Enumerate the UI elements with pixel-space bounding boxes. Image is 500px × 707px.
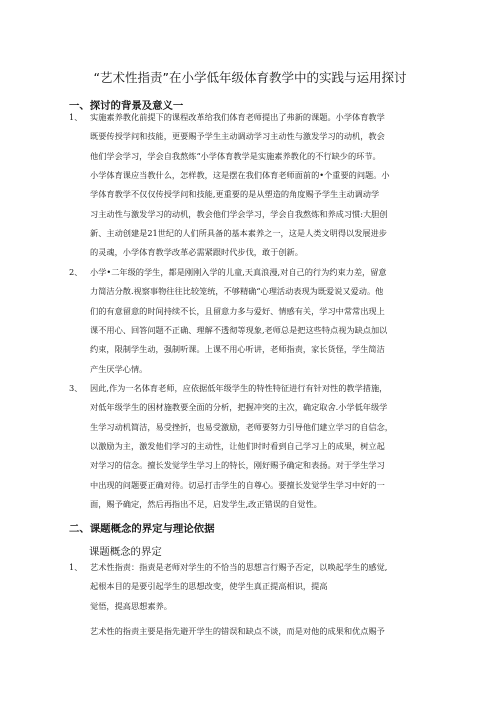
- text-line: 们的有意留意的时间持续不长，且留意力多与爱好、情感有关，学习中常常出现上: [90, 305, 385, 316]
- text-line: 生学习动机简洁，易受挫折，也易受激励，老师要努力引导他们建立学习的自信念，: [90, 421, 393, 432]
- text-line: 艺术性的指责主要是指先避开学生的错误和缺点不谈，而是对他的成果和优点赐予: [90, 626, 385, 636]
- text-line: 习主动性与激发学习的动机，教会他们学会学习，学会自我熬炼和养成习惯:大胆创: [90, 208, 388, 219]
- section-2-subheading: 课题概念的界定: [89, 546, 162, 558]
- text-line: 因此,作为一名体育老师，应依据低年级学生的特性特征进行有针对性的教学措施，: [90, 383, 388, 393]
- text-line: 对低年级学生的困材施教要全面的分析，把握冲突的主次，确定取舍.小学低年级学: [90, 402, 388, 413]
- item-number: 1、: [69, 562, 83, 572]
- text-line: 对学习的信念。擅长发觉学生学习上的特长，刚好赐予确定和表扬。对于学生学习: [90, 460, 385, 471]
- text-line: 学体育教学不仅仅传授学问和技能,更重要的是从塑造的角度赐予学生主动调动学: [90, 189, 380, 200]
- text-line: 的灵魂，小学体育教学改革必需紧跟时代步伐，敢于创新。: [90, 247, 303, 258]
- item-number: 3、: [69, 383, 83, 393]
- document-title: “艺术性指责”在小学低年级体育教学中的实践与运用探讨: [93, 70, 407, 85]
- item-number: 1、: [69, 112, 83, 122]
- item-number: 2、: [69, 267, 83, 277]
- text-line: 艺术性指责：指责是老师对学生的不恰当的思想言行赐予否定，以唤起学生的感觉,: [90, 562, 388, 572]
- section-2-heading: 二、课题概念的界定与理论依据: [69, 523, 215, 535]
- text-line: 力简洁分散.视察事物往往比较笼统，不够精确“心理活动表现为既爱说又爱动。他: [90, 286, 384, 297]
- text-line: 以激励为主，激发他们学习的主动性，让他们时时看到自己学习上的成果，树立起: [90, 441, 385, 452]
- text-line: 面，赐予确定，然后再指出不足，启发学生,改正错误的自觉性。: [90, 499, 322, 510]
- text-line: 他们学会学习，学会自我熬炼“小学体育教学是实施素养教化的不行缺少的环节。: [90, 150, 381, 161]
- text-line: 小学体育课应当教什么，怎样教，这是摆在我们体育老师面前的•个重要的问题。小: [90, 170, 390, 181]
- text-line: 觉悟，提高思想素养。: [90, 600, 172, 611]
- text-line: 小学•二年级的学生，都是刚刚入学的儿童,天真浪漫,对自己的行为约束力差，留意: [90, 267, 387, 277]
- text-line: 新、主动创建是21世纪的人们所具备的基本素养之一，这是人类文明得以发展进步: [90, 228, 387, 239]
- text-line: 课不用心、回答问题不正确、理解不透彻等现象,老师总是把这些特点视为缺点加以: [90, 325, 388, 336]
- text-line: 中出现的问题要正确对待。切忌打击学生的自尊心。要擅长发觉学生学习中好的一: [90, 479, 385, 490]
- section-1-item-3: [69, 379, 439, 514]
- section-1-item-2: [69, 263, 439, 379]
- section-1-heading: 一、探讨的背景及意义一: [69, 100, 184, 112]
- section-2-paragraph: [69, 622, 439, 641]
- text-line: 约束，限制学生动，强制听课。上课不用心听讲，老师指责，家长货怪，学生简洁: [90, 344, 385, 355]
- text-line: 起根本目的是要引起学生的思想改变，使学生真正提高相识，提高: [90, 581, 328, 592]
- section-1-item-1: [69, 108, 439, 263]
- text-line: 既要传授学问和技能，更要赐予学生主动调动学习主动性与激发学习的动机，教会: [90, 131, 385, 142]
- text-line: 实施素养教化前提下的课程改革给我们体育老师提出了弗新的课题。小学体育教学: [90, 112, 385, 122]
- section-2-item-1: [69, 558, 439, 616]
- text-line: 产生厌学心情。: [90, 363, 148, 374]
